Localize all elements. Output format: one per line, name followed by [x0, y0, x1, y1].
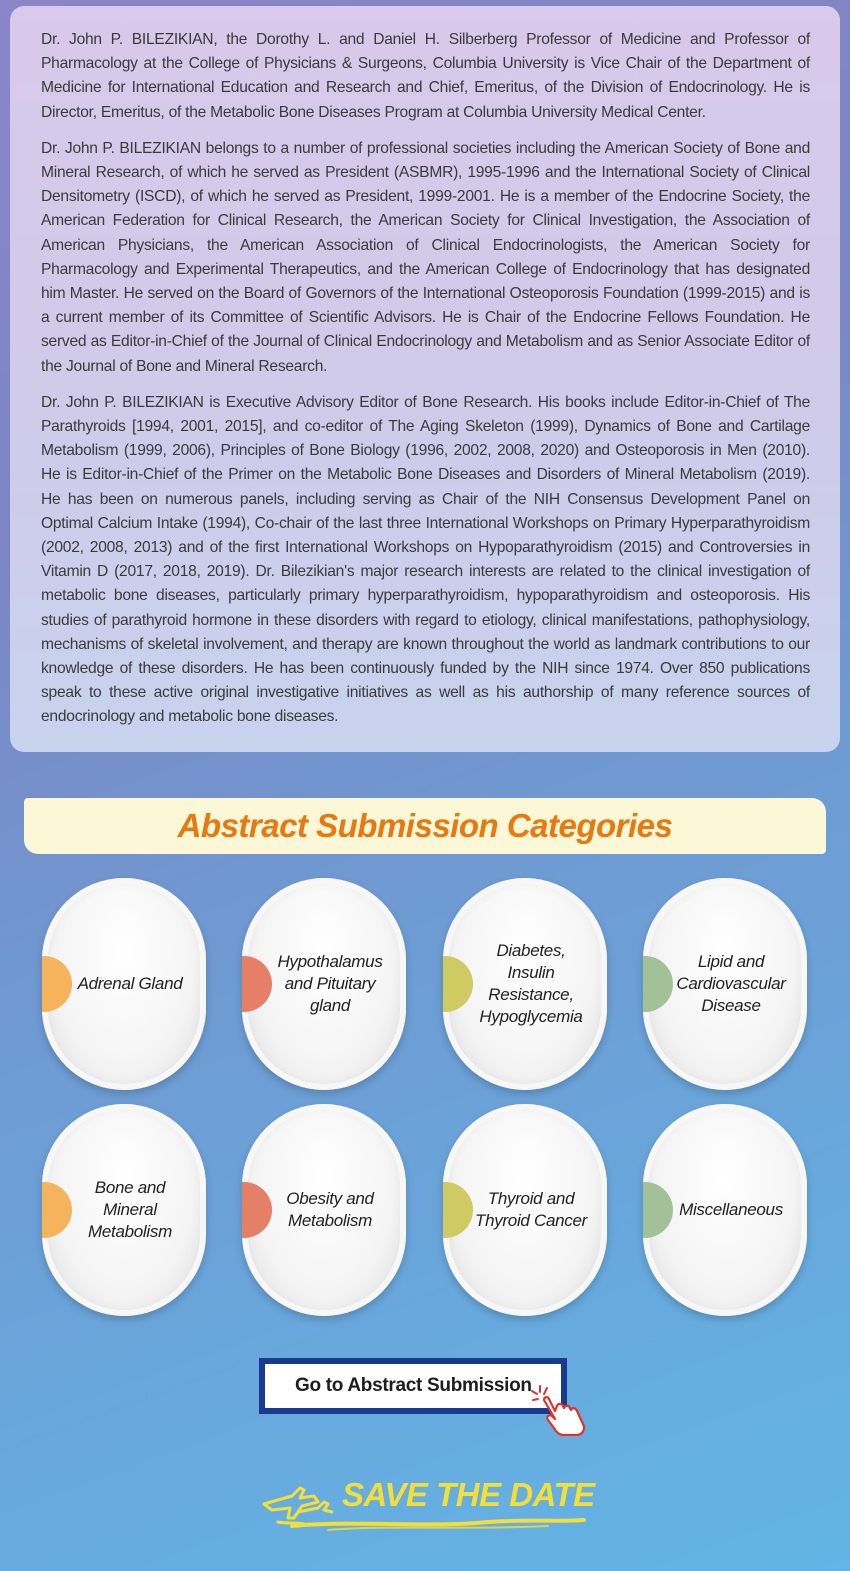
categories-banner	[24, 798, 826, 854]
category-label: Adrenal Gland	[77, 974, 183, 993]
bio-card	[10, 6, 840, 752]
category-marker	[42, 956, 72, 1012]
category-diabetes	[443, 878, 607, 1090]
bio-paragraph: Dr. John P. BILEZIKIAN, the Dorothy L. and Daniel H. Silberberg Professor of Medicine and Professor of Pharmacology at the College of Physicians & Surgeons, Columbia University is Vice Chair of the Department of Medicine for International Education and Research and Chief, Emeritus, of the Division of Endocrinology. He is Director, Emeritus, of the Metabolic Bone Diseases Program at Columbia University Medical Center.	[41, 31, 810, 121]
category-label: Hypothalamus and Pituitary gland	[277, 952, 383, 1015]
category-marker	[242, 956, 272, 1012]
category-lipid-cardiovascular	[643, 878, 807, 1090]
category-obesity	[242, 1104, 406, 1316]
category-marker	[643, 1182, 673, 1238]
save-the-date	[258, 1474, 595, 1538]
category-label: Thyroid and Thyroid Cancer	[474, 1189, 587, 1230]
category-marker	[42, 1182, 72, 1238]
categories-title: Abstract Submission Categories	[177, 807, 673, 844]
category-marker	[443, 956, 473, 1012]
submit-button-label: Go to Abstract Submission	[295, 1375, 532, 1396]
category-hypothalamus-pituitary	[242, 878, 406, 1090]
category-label: Bone and Mineral Metabolism	[88, 1178, 172, 1241]
pointing-hand-icon[interactable]	[530, 1380, 600, 1436]
category-marker	[242, 1182, 272, 1238]
category-label: Obesity and Metabolism	[286, 1189, 374, 1230]
category-marker	[443, 1182, 473, 1238]
category-marker	[643, 956, 673, 1012]
category-label: Diabetes, Insulin Resistance, Hypoglycemia	[479, 941, 583, 1026]
category-thyroid	[443, 1104, 607, 1316]
category-miscellaneous	[643, 1104, 807, 1316]
category-label: Miscellaneous	[679, 1200, 783, 1219]
go-to-abstract-submission-button[interactable]	[259, 1358, 567, 1414]
category-bone-mineral	[42, 1104, 206, 1316]
brush-underline	[288, 1516, 588, 1532]
category-adrenal-gland	[42, 878, 206, 1090]
save-the-date-label: SAVE THE DATE	[342, 1476, 595, 1513]
category-label: Lipid and Cardiovascular Disease	[676, 952, 786, 1015]
bio-paragraph: Dr. John P. BILEZIKIAN is Executive Advisory Editor of Bone Research. His books include Editor-in-Chief of The Parathyroids [1994, 2001, 2015], and co-editor of The Aging Skeleton (1999), Dynamics of Bone and Cartilage Metabolism (1999, 2006), Principles of Bone Biology (1996, 2002, 2008, 2020) and Osteoporosis in Men (2010). He is Editor-in-Chief of the Primer on the Metabolic Bone Diseases and Disorders of Mineral Metabolism (2019). He has been on numerous panels, including serving as Chair of the NIH Consensus Development Panel on Optimal Calcium Intake (1994), Co-chair of the last three International Workshops on Primary Hyperparathyroidism (2002, 2008, 2013) and of the first International Workshops on Hypoparathyroidism (2015) and Controversies in Vitamin D (2017, 2018, 2019). Dr. Bilezikian's major research interests are related to the clinical investigation of metabolic bone diseases, particularly primary hyperparathyroidism, hypoparathyroidism and osteoporosis. His studies of parathyroid hormone in these disorders with regard to etiology, clinical manifestations, pathophysiology, mechanisms of skeletal involvement, and therapy are known throughout the world as landmark contributions to our knowledge of these disorders. He has been continuously funded by the NIH since 1974. Over 850 publications speak to these active original investigative initiatives as well as his authorship of many reference sources of endocrinology and metabolic bone diseases.	[41, 393, 810, 726]
bio-paragraph: Dr. John P. BILEZIKIAN belongs to a number of professional societies including the American Society of Bone and Mineral Research, of which he served as President (ASBMR), 1995-1996 and the International Society of Clinical Densitometry (ISCD), of which he served as President, 1999-2001. He is a member of the Endocrine Society, the American Federation for Clinical Research, the American Society for Clinical Investigation, the Association of American Physicians, the American Association of Clinical Endocrinologists, the American Society for Pharmacology and Experimental Therapeutics, and the American College of Endocrinology that has designated him Master. He served on the Board of Governors of the International Osteoporosis Foundation (1999-2015) and is a current member of its Committee of Scientific Advisors. He is Chair of the Endocrine Fellows Foundation. He served as Editor-in-Chief of the Journal of Clinical Endocrinology and Metabolism and as Senior Associate Editor of the Journal of Bone and Mineral Research.	[41, 139, 810, 375]
